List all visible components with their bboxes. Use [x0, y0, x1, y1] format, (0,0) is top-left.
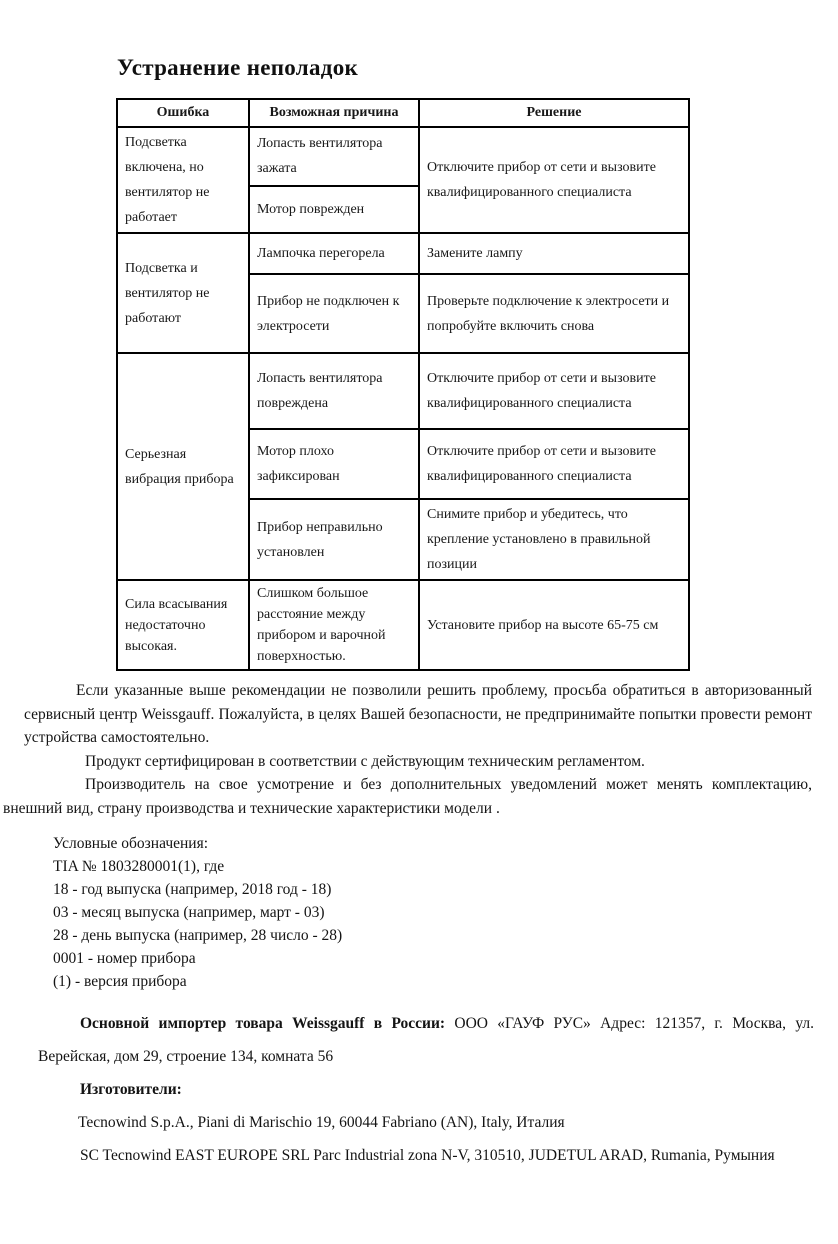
cause-cell: Прибор неправильно установлен: [249, 499, 419, 580]
table-header-row: [117, 99, 689, 127]
error-cell: Подсветка включена, но вентилятор не работает: [117, 127, 249, 233]
legend-line: 18 - год выпуска (например, 2018 год - 18): [53, 881, 332, 898]
error-cell: Подсветка и вентилятор не работают: [117, 233, 249, 353]
legend-line: TIA № 1803280001(1), где: [53, 858, 225, 875]
column-header-solution: Решение: [419, 99, 689, 127]
manufacturers-heading: Изготовители:: [80, 1081, 182, 1098]
solution-cell: Проверьте подключение к электросети и попробуйте включить снова: [419, 274, 689, 353]
cause-cell: Лампочка перегорела: [249, 233, 419, 274]
solution-cell: Отключите прибор от сети и вызовите квалифицированного специалиста: [419, 429, 689, 499]
importer-manufacturer-section: [0, 1007, 838, 1172]
manufacturer-item: Tecnowind S.p.A., Piani di Marischio 19, 60044 Fabriano (AN), Italy, Италия: [78, 1114, 565, 1131]
solution-cell: Установите прибор на высоте 65-75 см: [419, 580, 689, 670]
importer-label: Основной импортер товара Weissgauff в России:: [80, 1015, 446, 1032]
error-cell: Сила всасывания недостаточно высокая.: [117, 580, 249, 670]
troubleshooting-table: [116, 98, 690, 671]
document-page: [0, 54, 838, 1244]
solution-cell: Замените лампу: [419, 233, 689, 274]
solution-cell: Отключите прибор от сети и вызовите квалифицированного специалиста: [419, 353, 689, 429]
cause-cell: Слишком большое расстояние между прибором и варочной поверхностью.: [249, 580, 419, 670]
page-title: Устранение неполадок: [117, 55, 359, 80]
certification-paragraph: Продукт сертифицирован в соответствии с действующим техническим регламентом.: [85, 752, 645, 770]
cause-cell: Лопасть вентилятора повреждена: [249, 353, 419, 429]
table-row: [117, 353, 689, 429]
solution-cell: Отключите прибор от сети и вызовите квалифицированного специалиста: [419, 127, 689, 233]
service-center-paragraph: Если указанные выше рекомендации не позволили решить проблему, просьба обратиться в авторизованный сервисный центр Weissgauff. Пожалуйста, в целях Вашей безопасности, не предпринимайте попытки провести ремонт устройства самостоятельно.: [24, 682, 812, 746]
cause-cell: Мотор поврежден: [249, 186, 419, 233]
solution-cell: Снимите прибор и убедитесь, что крепление установлено в правильной позиции: [419, 499, 689, 580]
legend-line: 03 - месяц выпуска (например, март - 03): [53, 904, 325, 921]
cause-cell: Лопасть вентилятора зажата: [249, 127, 419, 186]
importer-value: ООО «ГАУФ РУС» Адрес: 121357, г. Москва, ул. Верейская, дом 29, строение 134, комната 56: [38, 1015, 814, 1065]
error-cell: Серьезная вибрация прибора: [117, 353, 249, 580]
table-row: [117, 233, 689, 274]
column-header-error: Ошибка: [117, 99, 249, 127]
column-header-cause: Возможная причина: [249, 99, 419, 127]
manufacturer-item: SC Tecnowind EAST EUROPE SRL Parc Industrial zona N-V, 310510, JUDETUL ARAD, Rumania, Румыния: [80, 1147, 775, 1164]
table-row: [117, 127, 689, 186]
legend-line: 0001 - номер прибора: [53, 950, 196, 967]
legend-line: (1) - версия прибора: [53, 973, 187, 990]
cause-cell: Прибор не подключен к электросети: [249, 274, 419, 353]
table-row: [117, 580, 689, 670]
cause-cell: Мотор плохо зафиксирован: [249, 429, 419, 499]
serial-number-legend: [53, 832, 838, 993]
importer-paragraph: [38, 1007, 814, 1073]
manufacturer-rights-paragraph: Производитель на свое усмотрение и без дополнительных уведомлений может менять комплектацию, внешний вид, страну производства и технические характеристики модели .: [3, 776, 812, 817]
legend-line: 28 - день выпуска (например, 28 число - 28): [53, 927, 343, 944]
legend-heading: Условные обозначения:: [53, 835, 209, 852]
